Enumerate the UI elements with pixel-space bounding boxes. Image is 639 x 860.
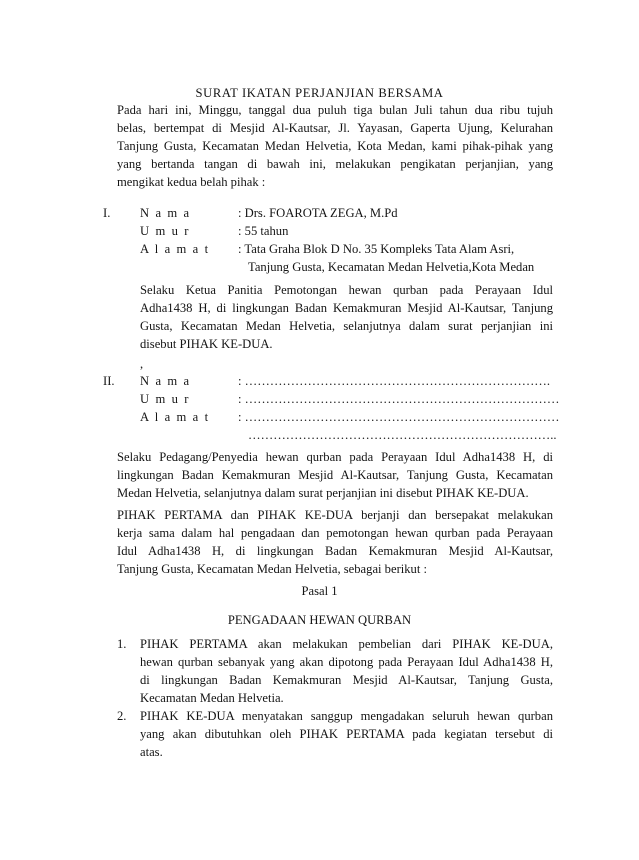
party2-address-value-line2: ………………………………………………………………..: [248, 428, 557, 442]
party1-address-label: A l a m a t: [140, 242, 210, 256]
party1-numeral: I.: [103, 206, 111, 220]
party1-name-value: : Drs. FOAROTA ZEGA, M.Pd: [238, 206, 398, 220]
party2-address-label: A l a m a t: [140, 410, 210, 424]
agreement-line: kerja sama dalam hal pengadaan dan pemotongan hewan qurban pada Perayaan: [117, 526, 553, 540]
item-number: 1.: [117, 637, 127, 651]
party1-role-line: disebut PIHAK KE-DUA.: [140, 337, 273, 351]
article-title: PENGADAAN HEWAN QURBAN: [227, 613, 412, 627]
intro-paragraph: [117, 101, 553, 191]
party2-numeral: II.: [103, 374, 115, 388]
party1-address-value-line2: Tanjung Gusta, Kecamatan Medan Helvetia,Kota Medan: [248, 260, 535, 274]
party1-age-value: : 55 tahun: [238, 224, 289, 238]
intro-line: yang bertanda tangan di bawah ini, melakukan pengikatan perjanjian, yang: [117, 157, 553, 171]
party1-role-line: Gusta, Kecamatan Medan Helvetia, selanjutnya dalam surat perjanjian ini: [140, 319, 553, 333]
party1-address-value: : Tata Graha Blok D No. 35 Kompleks Tata Alam Asri,: [238, 242, 515, 256]
party2-name-value: : ……………………………………………………………….: [238, 374, 551, 388]
item-line: PIHAK KE-DUA menyatakan sanggup mengadakan seluruh hewan qurban: [140, 709, 553, 723]
intro-line: mengikat kedua belah pihak :: [117, 175, 266, 189]
item-line: di lingkungan Badan Kemakmuran Mesjid Al-Kautsar, Tanjung Gusta,: [140, 673, 553, 687]
party2-age-value: : …………………………………………………………………: [238, 392, 560, 406]
party1-role-paragraph: [140, 281, 553, 353]
party2-role-line: Medan Helvetia, selanjutnya dalam surat perjanjian ini disebut PIHAK KE-DUA.: [117, 486, 529, 500]
intro-line: Tanjung Gusta, Kecamatan Medan Helvetia, Kota Medan, kami pihak-pihak yang: [117, 139, 553, 153]
item-line: hewan qurban sebanyak yang akan dipotong pada Perayaan Idul Adha1438 H,: [140, 655, 553, 669]
agreement-line: Idul Adha1438 H, di lingkungan Badan Kemakmuran Mesjid Al-Kautsar,: [117, 544, 553, 558]
party1-name-label: N a m a: [140, 206, 191, 220]
party2-address-value: : …………………………………………………………………: [238, 410, 560, 424]
item-line: atas.: [140, 745, 163, 759]
article-heading: Pasal 1: [301, 584, 338, 598]
party1-role-line: Adha1438 H, di lingkungan Badan Kemakmuran Mesjid Al-Kautsar, Tanjung: [140, 301, 553, 315]
item-text: [140, 707, 553, 761]
item-number: 2.: [117, 709, 127, 723]
party2-role-line: Selaku Pedagang/Penyedia hewan qurban pada Perayaan Idul Adha1438 H, di: [117, 450, 553, 464]
party1-role-line: Selaku Ketua Panitia Pemotongan hewan qurban pada Perayaan Idul: [140, 283, 553, 297]
intro-line: belas, bertempat di Mesjid Al-Kautsar, Jl. Yayasan, Gaperta Ujung, Kelurahan: [117, 121, 553, 135]
party2-role-line: lingkungan Badan Kemakmuran Mesjid Al-Kautsar, Tanjung Gusta, Kecamatan: [117, 468, 553, 482]
document-title: SURAT IKATAN PERJANJIAN BERSAMA: [195, 86, 444, 100]
agreement-line: Tanjung Gusta, Kecamatan Medan Helvetia, sebagai berikut :: [117, 562, 428, 576]
intro-line: Pada hari ini, Minggu, tanggal dua puluh tiga bulan Juli tahun dua ribu tujuh: [117, 103, 553, 117]
agreement-paragraph: [117, 506, 553, 578]
stray-comma: ,: [140, 357, 144, 371]
party2-role-paragraph: [117, 448, 553, 502]
item-line: yang akan dibutuhkan oleh PIHAK PERTAMA pada kegiatan tersebut di: [140, 727, 553, 741]
party2-name-label: N a m a: [140, 374, 191, 388]
item-text: [140, 635, 553, 707]
item-line: Kecamatan Medan Helvetia.: [140, 691, 284, 705]
agreement-line: PIHAK PERTAMA dan PIHAK KE-DUA berjanji dan bersepakat melakukan: [117, 508, 553, 522]
party1-age-label: U m u r: [140, 224, 191, 238]
item-line: PIHAK PERTAMA akan melakukan pembelian dari PIHAK KE-DUA,: [140, 637, 553, 651]
party2-age-label: U m u r: [140, 392, 191, 406]
